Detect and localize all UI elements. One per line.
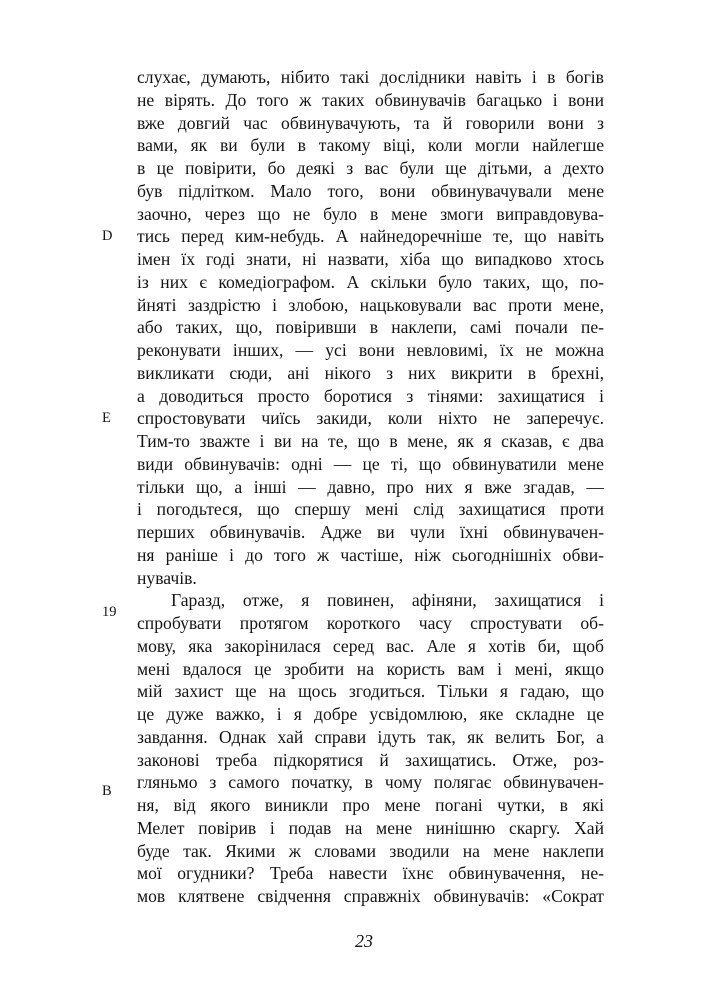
text-line: ня раніше і до того ж частіше, ніж сьогоднішніх обви- (137, 544, 604, 565)
paragraph-end-line: нувачів. (137, 567, 197, 588)
text-line: буде так. Якими ж словами зводили на мене наклепи (137, 840, 604, 861)
stephanus-marker-d: D (102, 228, 113, 244)
text-line: в це повірити, бо деякі з вас були ще дітьми, а дехто (137, 158, 604, 178)
text-line: йняті заздрістю і злобою, нацьковували вас проти мене, (137, 294, 604, 315)
text-line: і погодьтеся, що спершу мені слід захищатися проти (137, 499, 604, 520)
text-line: заочно, через що не було в мене змоги виправдовува- (137, 203, 604, 224)
text-line: імен їх годі знати, ні назвати, хіба що випадково хтось (137, 249, 604, 269)
text-line: мову, яка закорінилася серед вас. Але я хотів би, щоб (137, 635, 604, 656)
text-line: із них є комедіографом. А скільки було таких, що, по- (137, 271, 604, 292)
text-line: мої огудники? Треба навести їхнє обвинувачення, не- (137, 863, 604, 884)
stephanus-marker-b: B (102, 783, 112, 799)
text-line: перших обвинувачів. Адже ви чули їхні обвинувачен- (137, 522, 604, 542)
text-line: завдання. Однак хай справи ідуть так, як велить Бог, а (137, 726, 604, 747)
text-line: спробувати протягом короткого часу спростувати об- (137, 613, 604, 633)
body-text (137, 66, 604, 908)
text-line: законові треба підкорятися й захищатись. Отже, роз- (137, 749, 604, 770)
text-line: тільки що, а інші — давно, про них я вже згадав, — (137, 476, 604, 497)
text-line: це дуже важко, і я добре усвідомлюю, яке складне це (137, 704, 604, 724)
stephanus-marker-19: 19 (102, 604, 117, 620)
text-line: або таких, що, повіривши в наклепи, самі почали пе- (137, 317, 604, 338)
text-line: види обвинувачів: одні — це ті, що обвинуватили мене (137, 453, 604, 474)
text-line: спростовувати чиїсь закиди, коли ніхто не заперечує. (137, 408, 604, 429)
text-line: ня, від якого виникли про мене погані чутки, в які (137, 795, 604, 815)
text-line: тись перед ким-небудь. А найнедоречніше те, що навіть (137, 226, 604, 247)
text-line: а доводиться просто боротися з тінями: захищатися і (137, 385, 604, 406)
page-number: 23 (355, 931, 373, 951)
text-line: вже довгий час обвинувачують, та й говорили вони з (137, 112, 604, 133)
text-line: мов клятвене свідчення справжніх обвинувачів: «Сократ (137, 886, 604, 906)
text-line: реконувати інших, — усі вони невловимі, їх не можна (137, 340, 604, 360)
text-line: мені вдалося це зробити на користь вам і мені, якщо (137, 658, 604, 679)
stephanus-marker-e: E (102, 410, 111, 426)
paragraph-start-line: Гаразд, отже, я повинен, афіняни, захищатися і (171, 590, 604, 611)
text-line: Мелет повірив і подав на мене нинішню скаргу. Хай (137, 817, 604, 838)
text-line: мій захист ще на щось згодиться. Тільки я гадаю, що (137, 681, 604, 702)
text-line: був підлітком. Мало того, вони обвинувачували мене (137, 180, 604, 201)
text-line: гляньмо з самого початку, в чому полягає обвинувачен- (137, 772, 604, 793)
text-line: викликати сюди, ані нікого з них викрити в брехні, (137, 362, 604, 383)
text-line: не вірять. До того ж таких обвинувачів багацько і вони (137, 89, 604, 110)
text-line: вами, як ви були в такому віці, коли могли найлегше (137, 135, 604, 156)
text-line: Тим-то зважте і ви на те, що в мене, як я сказав, є два (137, 431, 604, 451)
text-line: слухає, думають, нібито такі дослідники навіть і в богів (137, 67, 604, 87)
